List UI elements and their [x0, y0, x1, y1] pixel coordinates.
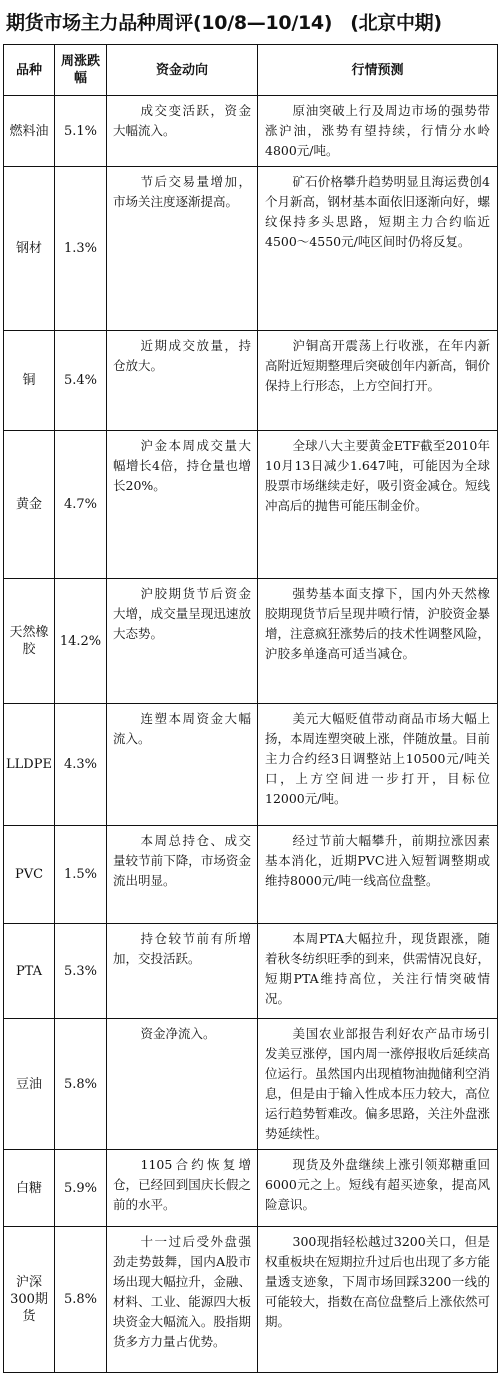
- forecast-cell: 经过节前大幅攀升，前期拉涨因素基本消化，近期PVC进入短暂调整期或维持8000元/吨一线高位盘整。: [258, 826, 498, 924]
- table-row: [4, 167, 498, 331]
- table-row: [4, 331, 498, 431]
- change-cell: 4.7%: [55, 431, 107, 579]
- page-title: [6, 6, 494, 40]
- change-cell: 1.3%: [55, 167, 107, 331]
- change-cell: 5.3%: [55, 924, 107, 1019]
- variety-cell: 白糖: [4, 1150, 55, 1227]
- fund-flow-cell: 1105合约恢复增仓，已经回到国庆长假之前的水平。: [107, 1150, 258, 1227]
- change-cell: 5.9%: [55, 1150, 107, 1227]
- forecast-cell: 沪铜高开震荡上行收涨，在年内新高附近短期整理后突破创年内新高，铜价保持上行形态，上方空间打开。: [258, 331, 498, 431]
- forecast-cell: 现货及外盘继续上涨引领郑糖重回6000元之上。短线有超买迹象，提高风险意识。: [258, 1150, 498, 1227]
- table-row: [4, 1019, 498, 1150]
- fund-flow-cell: 成交变活跃，资金大幅流入。: [107, 96, 258, 167]
- variety-cell: 铜: [4, 331, 55, 431]
- variety-cell: 沪深300期货: [4, 1227, 55, 1373]
- table-row: [4, 924, 498, 1019]
- table-row: [4, 431, 498, 579]
- table-row: [4, 1150, 498, 1227]
- forecast-cell: 全球八大主要黄金ETF截至2010年10月13日减少1.647吨，可能因为全球股票市场继续走好，吸引资金减仓。短线冲高后的抛售可能压制金价。: [258, 431, 498, 579]
- table-row: [4, 1227, 498, 1373]
- change-cell: 5.8%: [55, 1227, 107, 1373]
- change-cell: 5.1%: [55, 96, 107, 167]
- futures-review-table: [3, 44, 498, 1373]
- header-weekly-change: 周涨跌幅: [55, 45, 107, 96]
- table-row: [4, 96, 498, 167]
- header-forecast: 行情预测: [258, 45, 498, 96]
- variety-cell: 豆油: [4, 1019, 55, 1150]
- variety-cell: 钢材: [4, 167, 55, 331]
- variety-cell: 黄金: [4, 431, 55, 579]
- header-variety: 品种: [4, 45, 55, 96]
- fund-flow-cell: 十一过后受外盘强劲走势鼓舞，国内A股市场出现大幅拉升，金融、材料、工业、能源四大板块资金大幅流入。股指期货多方力量占优势。: [107, 1227, 258, 1373]
- forecast-cell: 矿石价格攀升趋势明显且海运费创4个月新高，钢材基本面依旧逐渐向好，螺纹保持多头思路，短期主力合约临近4500～4550元/吨区间时仍将反复。: [258, 167, 498, 331]
- table-header-row: [4, 45, 498, 96]
- change-cell: 4.3%: [55, 704, 107, 826]
- forecast-cell: 原油突破上行及周边市场的强势带涨沪油，涨势有望持续，行情分水岭4800元/吨。: [258, 96, 498, 167]
- fund-flow-cell: 近期成交放量，持仓放大。: [107, 331, 258, 431]
- fund-flow-cell: 沪胶期货节后资金大增，成交量呈现迅速放大态势。: [107, 579, 258, 704]
- fund-flow-cell: 本周总持仓、成交量较节前下降，市场资金流出明显。: [107, 826, 258, 924]
- header-fund-flow: 资金动向: [107, 45, 258, 96]
- forecast-cell: 美元大幅贬值带动商品市场大幅上扬，本周连塑突破上涨，伴随放量。目前主力合约经3日调整站上10500元/吨关口，上方空间进一步打开，目标位12000元/吨。: [258, 704, 498, 826]
- fund-flow-cell: 连塑本周资金大幅流入。: [107, 704, 258, 826]
- change-cell: 5.4%: [55, 331, 107, 431]
- forecast-cell: 美国农业部报告利好农产品市场引发美豆涨停，国内周一涨停报收后延续高位运行。虽然国内出现植物油抛储利空消息，但是由于输入性成本压力较大，高位运行趋势暂难改。偏多思路，关注外盘涨势延续性。: [258, 1019, 498, 1150]
- headline: 期货市场主力品种周评(10/8—10/14): [6, 12, 333, 34]
- forecast-cell: 本周PTA大幅拉升，现货跟涨，随着秋冬纺织旺季的到来，供需情况良好，短期PTA维持高位，关注行情突破情况。: [258, 924, 498, 1019]
- forecast-cell: 强势基本面支撑下，国内外天然橡胶期现货节后呈现井喷行情，沪胶资金暴增，注意疯狂涨势后的技术性调整风险，沪胶多单逢高可适当减仓。: [258, 579, 498, 704]
- fund-flow-cell: 持仓较节前有所增加，交投活跃。: [107, 924, 258, 1019]
- table-row: [4, 579, 498, 704]
- variety-cell: PVC: [4, 826, 55, 924]
- table-row: [4, 826, 498, 924]
- table-row: [4, 704, 498, 826]
- fund-flow-cell: 节后交易量增加，市场关注度逐渐提高。: [107, 167, 258, 331]
- variety-cell: LLDPE: [4, 704, 55, 826]
- source-label: (北京中期): [350, 12, 442, 34]
- fund-flow-cell: 资金净流入。: [107, 1019, 258, 1150]
- fund-flow-cell: 沪金本周成交量大幅增长4倍，持仓量也增长20%。: [107, 431, 258, 579]
- variety-cell: 天然橡胶: [4, 579, 55, 704]
- variety-cell: PTA: [4, 924, 55, 1019]
- forecast-cell: 300现指轻松越过3200关口，但是权重板块在短期拉升过后也出现了多方能量透支迹象，下周市场回踩3200一线的可能较大，指数在高位盘整后上涨依然可期。: [258, 1227, 498, 1373]
- variety-cell: 燃料油: [4, 96, 55, 167]
- change-cell: 14.2%: [55, 579, 107, 704]
- change-cell: 5.8%: [55, 1019, 107, 1150]
- change-cell: 1.5%: [55, 826, 107, 924]
